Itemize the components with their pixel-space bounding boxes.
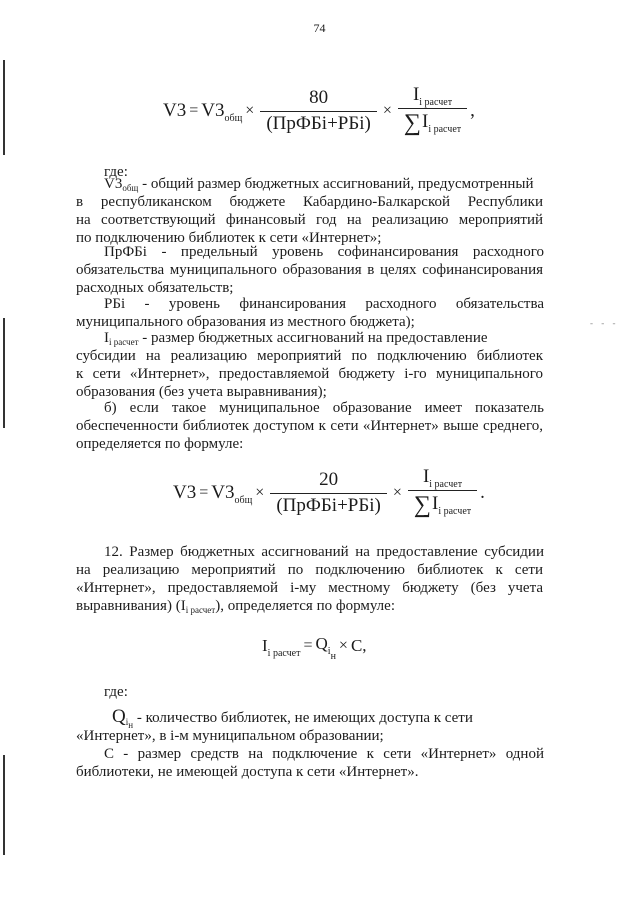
- definition-line: обязательства муниципального образования в целях софинансирования: [76, 262, 543, 278]
- definition-line: С - размер средств на подключение к сети «Интернет» одной: [104, 746, 544, 762]
- i-share: $I_{і расчет}$: [262, 635, 301, 659]
- definition-line: муниципального образования из местного бюджета);: [76, 314, 415, 330]
- multiply-sign: ×: [382, 101, 392, 119]
- body-line: обеспеченности библиотек доступом к сети «Интернет» выше среднего,: [76, 418, 543, 434]
- definition-line: $V3_{общ}$ - общий размер бюджетных ассигнований, предусмотренный: [104, 176, 534, 193]
- numerator: $I_{і расчет}$: [412, 84, 453, 108]
- denominator: $\sum I_{і расчет}$: [408, 490, 477, 519]
- definition-line: РБі - уровень финансирования расходного обязательства: [104, 296, 544, 312]
- definition-line: субсидии на реализацию мероприятий по подключению библиотек: [76, 348, 543, 364]
- formula-1: [163, 84, 475, 137]
- definition-line: «Интернет», в і-м муниципальном образовании;: [76, 728, 384, 744]
- scan-margin-line: [3, 755, 5, 855]
- definition-line: $I_{і расчет}$ - размер бюджетных ассигнований на предоставление: [104, 330, 488, 347]
- numerator: 20: [319, 468, 339, 490]
- formula-tail: ,: [470, 99, 475, 121]
- definition-line: расходных обязательств;: [76, 280, 234, 296]
- sum-sign: ∑: [413, 492, 432, 518]
- definition-line: к сети «Интернет», предоставляемой бюджету і-го муниципального: [76, 366, 543, 382]
- body-line: выравнивания) $(I_{і расчет})$, определяется по формуле:: [76, 598, 395, 615]
- body-line: 12. Размер бюджетных ассигнований на предоставление субсидии: [104, 544, 544, 560]
- multiply-sign: ×: [255, 483, 265, 501]
- where-label: где:: [104, 164, 128, 180]
- definition-line: в республиканском бюджете Кабардино-Балкарской Республики: [76, 194, 543, 210]
- body-line: определяется по формуле:: [76, 436, 244, 452]
- q-count: $Q_{і_н}$: [315, 634, 336, 662]
- sum-sign: ∑: [403, 110, 422, 136]
- definition-line: ПрФБі - предельный уровень софинансирования расходного: [104, 244, 544, 260]
- body-line: «Интернет», предоставляемой і-му местному бюджету (без учета: [76, 580, 543, 596]
- definition-line: $Q_{і_н}$ - количество библиотек, не имеющих доступа к сети: [112, 706, 473, 730]
- body-line: на реализацию мероприятий по подключению библиотек к сети: [76, 562, 543, 578]
- fraction-share: [398, 84, 467, 137]
- c-cost: C,: [350, 635, 367, 655]
- equals-sign: =: [199, 483, 209, 501]
- definition-line: на соответствующий финансовый год на реализацию мероприятий: [76, 212, 543, 228]
- formula-3: [262, 634, 367, 662]
- multiply-sign: ×: [245, 101, 255, 119]
- page-number: 74: [313, 21, 326, 35]
- v3-total: $V3_{общ}$: [201, 99, 243, 124]
- equals-sign: =: [189, 101, 199, 119]
- denominator: (ПрФБі+РБі): [260, 111, 377, 135]
- numerator: 80: [309, 86, 329, 108]
- scan-marks: - - -: [590, 318, 619, 328]
- formula-2: [173, 466, 485, 519]
- formula-lhs: V3: [173, 481, 197, 503]
- fraction-coefficient: [260, 87, 377, 135]
- definition-line: по подключению библиотек к сети «Интернет»;: [76, 230, 382, 246]
- fraction-coefficient: [270, 469, 387, 517]
- numerator: $I_{і расчет}$: [422, 466, 463, 490]
- v3-total: $V3_{общ}$: [211, 481, 253, 506]
- body-line: б) если такое муниципальное образование имеет показатель: [104, 400, 544, 416]
- multiply-sign: ×: [392, 483, 402, 501]
- definition-line: образования (без учета выравнивания);: [76, 384, 327, 400]
- definition-line: библиотеки, не имеющей доступа к сети «Интернет».: [76, 764, 419, 780]
- equals-sign: =: [303, 636, 313, 654]
- denominator: (ПрФБі+РБі): [270, 493, 387, 517]
- denominator: $\sum I_{і расчет}$: [398, 108, 467, 137]
- scan-margin-line: [3, 318, 5, 428]
- formula-lhs: V3: [163, 99, 187, 121]
- fraction-share: [408, 466, 477, 519]
- where-label: где:: [104, 684, 128, 700]
- scan-margin-line: [3, 60, 5, 155]
- formula-tail: .: [480, 481, 485, 503]
- multiply-sign: ×: [338, 636, 348, 654]
